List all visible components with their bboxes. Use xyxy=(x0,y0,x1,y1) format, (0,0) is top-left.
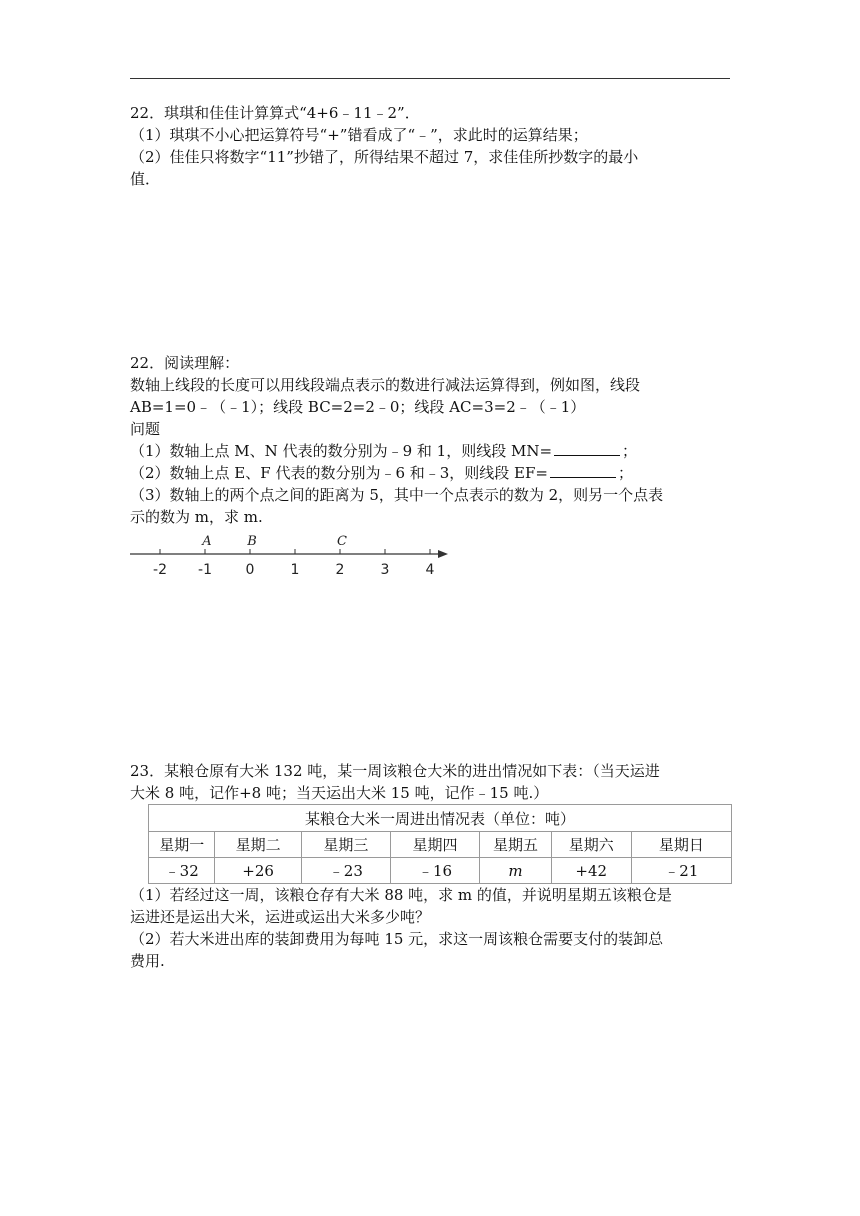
sub-question-3-line2: 示的数为 m，求 m. xyxy=(130,508,263,526)
sub-question-2-line2: 值． xyxy=(130,170,161,188)
table-row-days xyxy=(149,832,732,858)
table-cell: 星期三 xyxy=(301,832,390,858)
question-title: 22．琪琪和佳佳计算算式“4+6﹣11﹣2”． xyxy=(130,104,420,122)
table-row-values xyxy=(149,858,732,884)
table-cell: m xyxy=(480,858,552,884)
table-caption: 某粮仓大米一周进出情况表（单位：吨） xyxy=(149,805,732,832)
question-22-reading xyxy=(130,352,730,528)
question-23 xyxy=(130,760,730,804)
table-cell: 星期二 xyxy=(215,832,301,858)
axis-tick-label: 0 xyxy=(245,562,255,578)
axis-tick-label: 1 xyxy=(290,562,300,578)
table-cell: 星期一 xyxy=(149,832,215,858)
sub-question-2-line1: （2）佳佳只将数字“11”抄错了，所得结果不超过 7，求佳佳所抄数字的最小 xyxy=(130,148,639,166)
table-cell: 星期日 xyxy=(631,832,731,858)
axis-tick-label: -2 xyxy=(153,562,167,578)
number-line-figure xyxy=(130,530,460,580)
axis-tick-label: -1 xyxy=(198,562,212,578)
table-cell: 星期五 xyxy=(480,832,552,858)
axis-tick-label: 4 xyxy=(425,562,435,578)
question-title: 22．阅读理解： xyxy=(130,354,240,372)
sub-question-3-line1: （3）数轴上的两个点之间的距离为 5，其中一个点表示的数为 2，则另一个点表 xyxy=(130,486,664,504)
table-cell: ﹣16 xyxy=(390,858,479,884)
table-cell: ﹣23 xyxy=(301,858,390,884)
punctuation: ； xyxy=(618,464,634,482)
table-cell: +26 xyxy=(215,858,301,884)
sub-question-2-text: （2）数轴上点 E、F 代表的数分别为﹣6 和﹣3，则线段 EF= xyxy=(130,464,548,482)
sub-question-1-text: （1）数轴上点 M、N 代表的数分别为﹣9 和 1，则线段 MN= xyxy=(130,442,553,460)
sub-question-2 xyxy=(130,462,730,484)
sub-question-1 xyxy=(130,440,730,462)
table-cell: ﹣21 xyxy=(631,858,731,884)
sub-question-1-line2: 运进还是运出大米，运进或运出大米多少吨？ xyxy=(130,908,431,926)
sub-question-1-line1: （1）若经过这一周，该粮仓存有大米 88 吨，求 m 的值，并说明星期五该粮仓是 xyxy=(130,886,672,904)
point-label-c: C xyxy=(337,534,347,549)
intro-line-2: AB=1=0﹣（﹣1）；线段 BC=2=2﹣0；线段 AC=3=2﹣（﹣1） xyxy=(130,398,586,416)
table-cell: 星期六 xyxy=(551,832,631,858)
table-cell: +42 xyxy=(551,858,631,884)
point-label-a: A xyxy=(202,534,212,549)
axis-arrow-icon xyxy=(438,550,448,558)
sub-question-1: （1）琪琪不小心把运算符号“+”错看成了“﹣”，求此时的运算结果； xyxy=(130,126,588,144)
header-rule xyxy=(130,78,730,79)
axis-ticks xyxy=(153,549,435,578)
table-cell: 星期四 xyxy=(390,832,479,858)
table-cell: ﹣32 xyxy=(149,858,215,884)
point-label-b: B xyxy=(247,534,257,549)
axis-tick-label: 3 xyxy=(380,562,390,578)
axis-tick-label: 2 xyxy=(335,562,345,578)
sub-question-2-line2: 费用. xyxy=(130,952,165,970)
intro-line-1: 数轴上线段的长度可以用线段端点表示的数进行减法运算得到，例如图，线段 xyxy=(130,376,641,394)
answer-blank[interactable] xyxy=(554,441,620,456)
problem-label: 问题 xyxy=(130,420,161,438)
sub-question-2-line1: （2）若大米进出库的装卸费用为每吨 15 元，求这一周该粮仓需要支付的装卸总 xyxy=(130,930,664,948)
punctuation: ； xyxy=(622,442,638,460)
grain-table xyxy=(148,804,732,884)
question-title-line2: 大米 8 吨，记作+8 吨；当天运出大米 15 吨，记作﹣15 吨.） xyxy=(130,784,549,802)
axis-points xyxy=(201,534,347,549)
question-23-subquestions xyxy=(130,884,730,972)
question-22-calc xyxy=(130,102,730,190)
question-title-line1: 23．某粮仓原有大米 132 吨，某一周该粮仓大米的进出情况如下表：（当天运进 xyxy=(130,762,660,780)
answer-blank[interactable] xyxy=(550,463,616,478)
